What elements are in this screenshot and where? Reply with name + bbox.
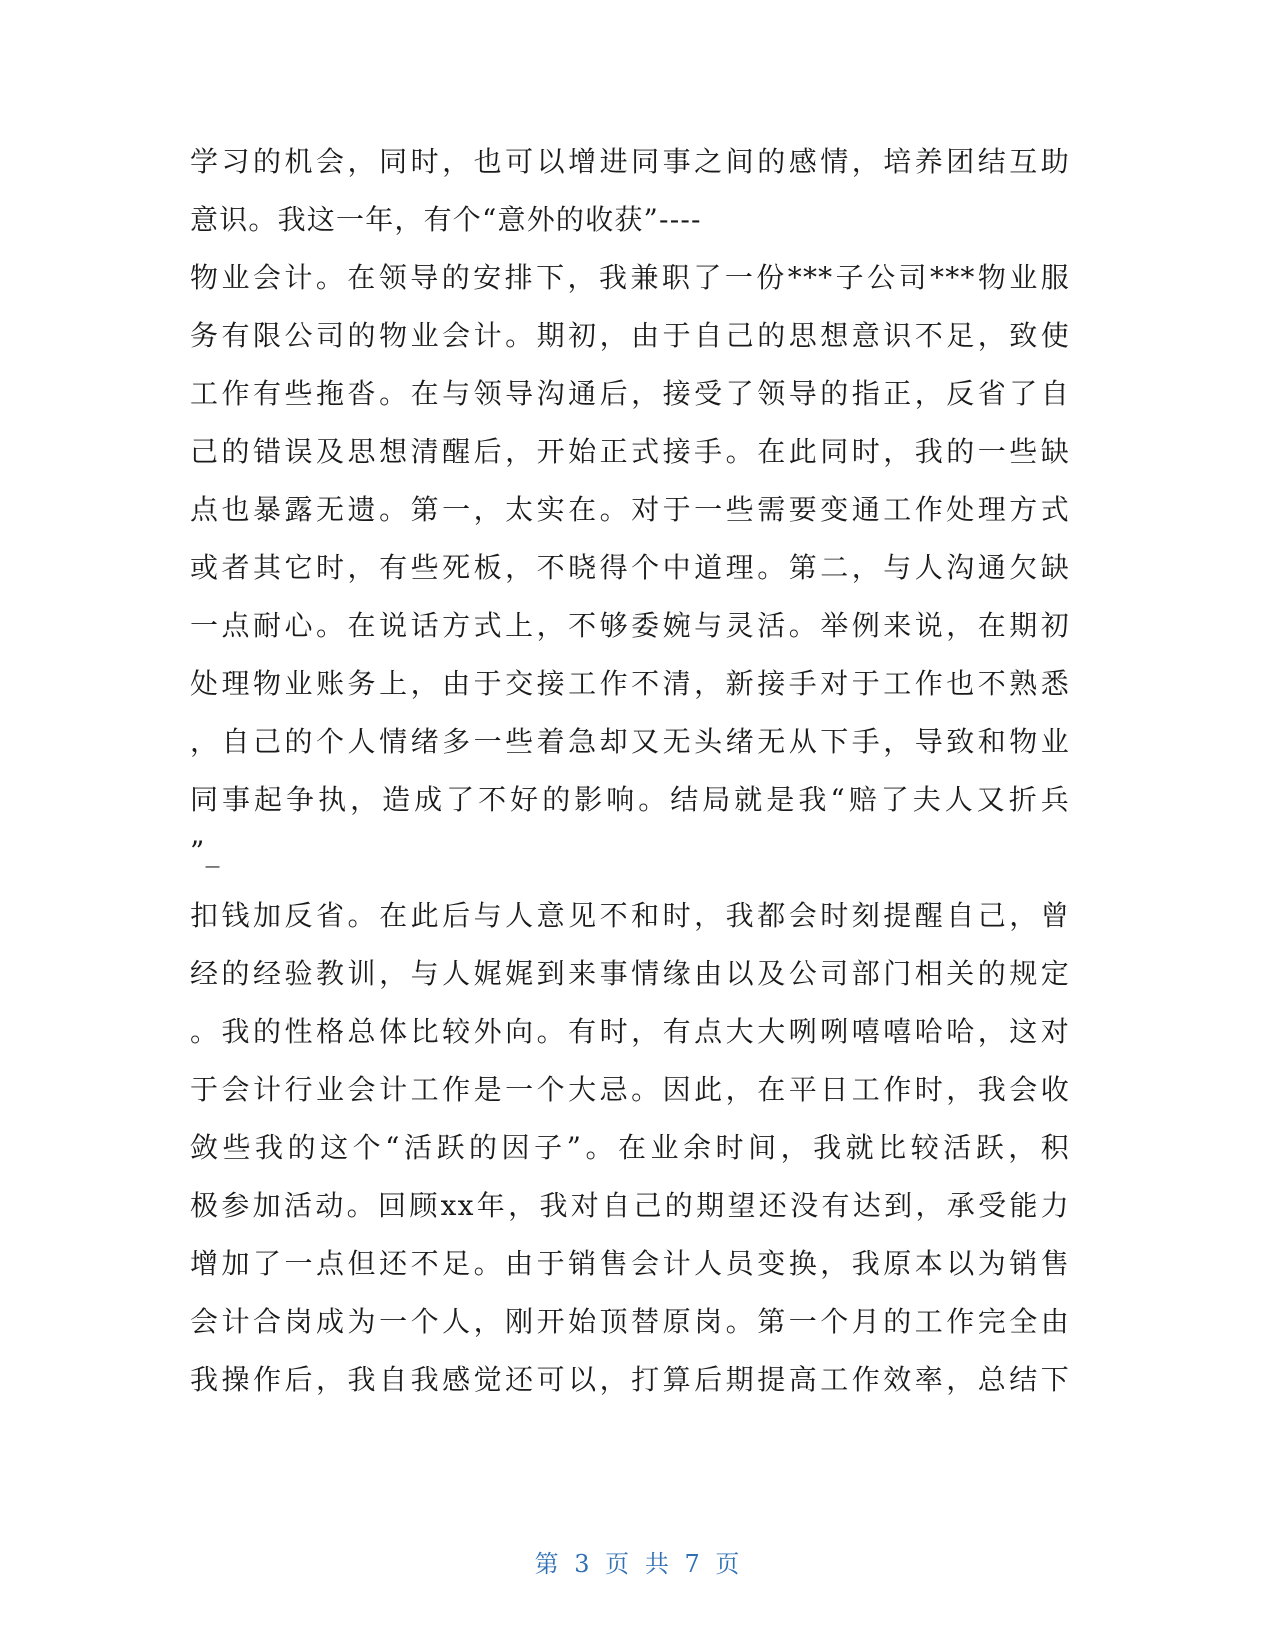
text-line-9: 一点耐心。在说话方式上，不够委婉与灵活。举例来说，在期初 (190, 609, 1070, 642)
text-line-21: 会计合岗成为一个人，刚开始顶替原岗。第一个月的工作完全由 (190, 1305, 1070, 1338)
text-line-11: ，自己的个人情绪多一些着急却又无头绪无从下手，导致和物业 (190, 725, 1070, 758)
text-line-18: 敛些我的这个“活跃的因子”。在业余时间，我就比较活跃，积 (190, 1131, 1070, 1164)
text-line-2: 意识。我这一年，有个“意外的收获”---- (190, 203, 702, 236)
text-line-19: 极参加活动。回顾xx年，我对自己的期望还没有达到，承受能力 (190, 1189, 1070, 1222)
text-line-17: 于会计行业会计工作是一个大忌。因此，在平日工作时，我会收 (190, 1073, 1070, 1106)
footer-suffix: 页 (715, 1550, 741, 1578)
text-line-10: 处理物业账务上，由于交接工作不清，新接手对于工作也不熟悉 (190, 667, 1070, 700)
text-line-8: 或者其它时，有些死板，不晓得个中道理。第二，与人沟通欠缺 (190, 551, 1070, 584)
footer-current-page: 3 (574, 1550, 591, 1578)
text-line-1: 学习的机会，同时，也可以增进同事之间的感情，培养团结互助 (190, 145, 1070, 178)
text-line-7: 点也暴露无遗。第一，太实在。对于一些需要变通工作处理方式 (190, 493, 1070, 526)
page-footer (0, 1544, 1275, 1579)
footer-total-pages: 7 (684, 1550, 701, 1578)
text-line-6: 己的错误及思想清醒后，开始正式接手。在此同时，我的一些缺 (190, 435, 1070, 468)
text-line-12: 同事起争执，造成了不好的影响。结局就是我“赔了夫人又折兵 (190, 783, 1070, 816)
text-line-5: 工作有些拖沓。在与领导沟通后，接受了领导的指正，反省了自 (190, 377, 1070, 410)
text-line-20: 增加了一点但还不足。由于销售会计人员变换，我原本以为销售 (190, 1247, 1070, 1280)
footer-prefix: 第 (534, 1550, 560, 1578)
footer-total-word: 共 (644, 1550, 670, 1578)
text-line-16: 。我的性格总体比较外向。有时，有点大大咧咧嘻嘻哈哈，这对 (190, 1015, 1070, 1048)
text-line-15: 经的经验教训，与人娓娓到来事情缘由以及公司部门相关的规定 (190, 957, 1070, 990)
footer-page-word: 页 (605, 1550, 631, 1578)
text-line-14: 扣钱加反省。在此后与人意见不和时，我都会时刻提醒自己，曾 (190, 899, 1070, 932)
text-line-3: 物业会计。在领导的安排下，我兼职了一份***子公司***物业服 (190, 261, 1070, 294)
text-line-13: ”_ (190, 835, 221, 868)
text-line-22: 我操作后，我自我感觉还可以，打算后期提高工作效率，总结下 (190, 1363, 1070, 1396)
text-line-4: 务有限公司的物业会计。期初，由于自己的思想意识不足，致使 (190, 319, 1070, 352)
